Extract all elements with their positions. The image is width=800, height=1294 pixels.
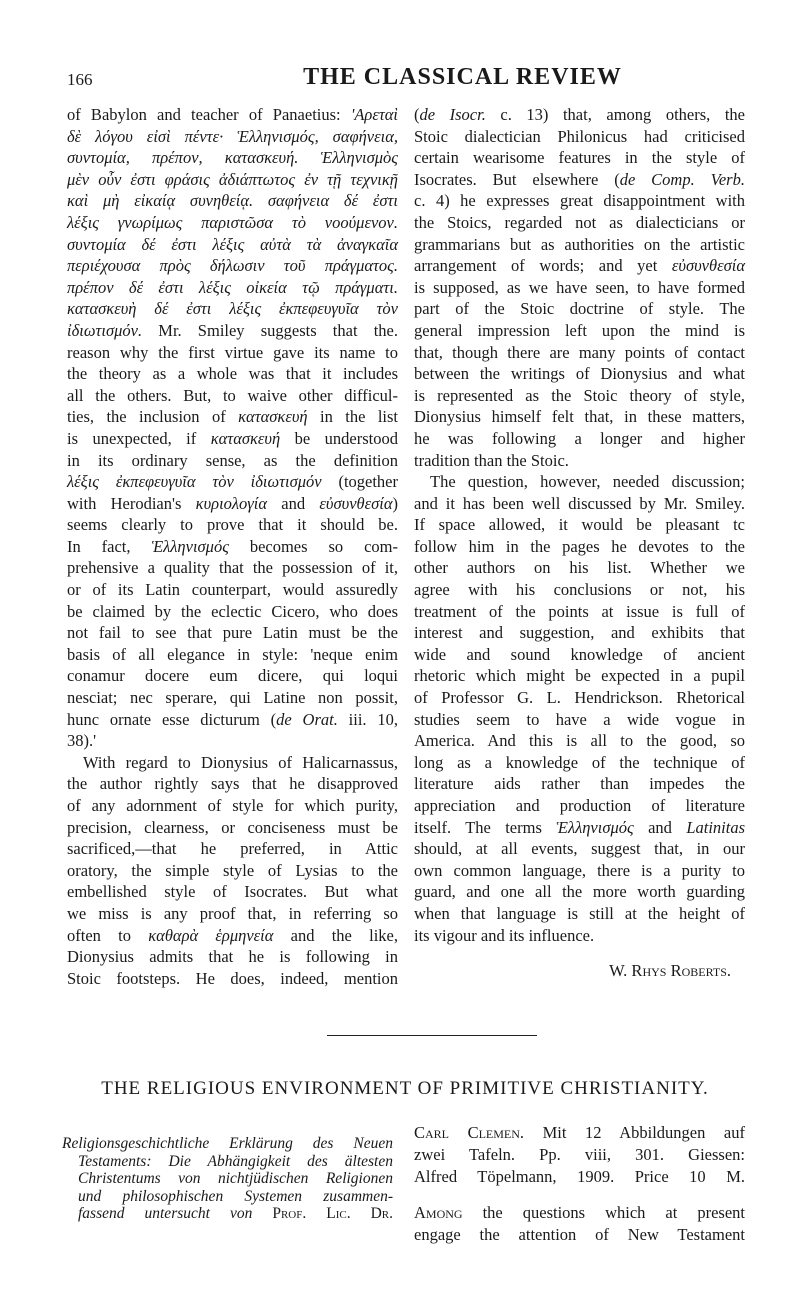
text-segment: Isocrates. But elsewhere ( xyxy=(414,169,620,189)
italic-text: λέξις ἐκπεφευγυῖα τὸν ἰδιωτισμόν xyxy=(67,472,322,492)
italic-text: καθαρὰ ἑρμηνεία xyxy=(148,925,274,945)
text-line xyxy=(67,536,398,558)
text-line xyxy=(67,147,398,169)
text-segment: literature aids rather than impedes the xyxy=(414,774,745,794)
text-segment: Stoic dialectician Philonicus had criticised xyxy=(414,126,745,146)
text-segment: and xyxy=(267,493,320,513)
text-segment: treatment of the points at issue is full of xyxy=(414,601,745,621)
text-line xyxy=(414,773,745,795)
text-segment: other authors on his list. Whether we xyxy=(414,558,745,578)
text-line xyxy=(67,320,398,342)
page-number: 166 xyxy=(67,70,93,89)
text-line xyxy=(67,298,398,320)
text-line xyxy=(414,493,745,515)
text-segment: all the others. But, to waive other difficul- xyxy=(67,385,398,405)
text-segment: nesciat; nec sperare, qui Latine non possit, xyxy=(67,688,398,708)
text-segment: is supposed, as we have seen, to have formed xyxy=(414,277,745,297)
italic-text: Ἑλληνισμός xyxy=(151,536,229,556)
text-line xyxy=(414,1122,745,1144)
text-segment: the theory as a whole was that it includes xyxy=(67,364,398,384)
text-line xyxy=(67,925,398,947)
text-segment: he was following a longer and higher xyxy=(414,428,745,448)
italic-text: κατασκευή xyxy=(210,428,281,448)
text-line xyxy=(414,277,745,299)
text-segment: ( xyxy=(414,105,420,124)
text-line xyxy=(67,277,398,299)
text-line xyxy=(67,169,398,191)
text-segment: ties, the inclusion of xyxy=(67,407,239,427)
italic-text: κατασκευὴ δέ ἐστι λέξις ἐκπεφευγυῖα τὸν xyxy=(67,299,398,319)
running-title: THE CLASSICAL REVIEW xyxy=(303,64,622,90)
text-line xyxy=(414,298,745,320)
italic-text: 'Αρεταὶ xyxy=(350,105,398,124)
text-line xyxy=(67,104,398,126)
text-segment: is represented as the Stoic theory of style, xyxy=(414,385,745,405)
text-line xyxy=(414,622,745,644)
text-segment: own common language, there is a purity to xyxy=(414,860,745,880)
text-line xyxy=(67,212,398,234)
text-segment: or of its Latin counterpart, would assuredly xyxy=(67,580,398,600)
text-line xyxy=(414,234,745,256)
italic-text: de Isocr. xyxy=(419,105,486,124)
text-line xyxy=(414,255,745,277)
text-line xyxy=(67,428,398,450)
text-line xyxy=(414,428,745,450)
text-line xyxy=(62,1135,393,1153)
text-segment: should, at all events, suggest that, in our xyxy=(414,839,745,859)
text-line xyxy=(67,406,398,428)
text-segment: precision, clearness, or conciseness must be xyxy=(67,817,398,837)
text-segment: of Babylon and teacher of Panaetius: xyxy=(67,105,351,124)
italic-text: Ἑλληνισμός xyxy=(556,817,634,837)
italic-text: de Comp. Verb. xyxy=(619,169,745,189)
text-line xyxy=(62,1188,393,1206)
small-caps-text: Among xyxy=(414,1203,463,1222)
text-segment: the questions which at present xyxy=(462,1203,745,1222)
text-line xyxy=(414,1144,745,1166)
text-segment: of any adornment of style for which purity, xyxy=(67,796,398,815)
text-line xyxy=(67,817,398,839)
text-line xyxy=(67,752,398,774)
text-segment: iii. 10, xyxy=(337,709,398,729)
text-segment: Mit 12 Abbildungen auf xyxy=(524,1123,746,1142)
text-line xyxy=(67,234,398,256)
text-line xyxy=(67,385,398,407)
small-caps-text: Carl Clemen. xyxy=(414,1123,525,1142)
italic-text: Religionsgeschichtliche Erklärung des Neuen xyxy=(62,1135,393,1152)
text-segment: when that language is still at the height of xyxy=(414,903,745,923)
text-line xyxy=(67,644,398,666)
italic-text: κατασκευή xyxy=(238,407,308,427)
text-line xyxy=(414,363,745,385)
text-line xyxy=(414,817,745,839)
text-line xyxy=(67,946,398,968)
text-line xyxy=(414,579,745,601)
text-line xyxy=(67,795,398,817)
text-line xyxy=(414,320,745,342)
text-segment: basis of all elegance in style: 'neque enim xyxy=(67,644,398,664)
text-segment: and xyxy=(633,817,687,837)
text-segment: part of the Stoic doctrine of style. The xyxy=(414,299,745,319)
section-heading: THE RELIGIOUS ENVIRONMENT OF PRIMITIVE CHRISTIANITY. xyxy=(101,1078,709,1099)
italic-text: de Orat. xyxy=(276,709,338,729)
text-segment: Dionysius admits that he is following in xyxy=(67,947,398,967)
text-segment: and it has been well discussed by Mr. Smiley. xyxy=(414,493,745,513)
text-segment: follow him in the pages he devotes to the xyxy=(414,536,745,556)
text-segment: oratory, the simple style of Lysias to the xyxy=(67,860,398,880)
text-line xyxy=(62,1153,393,1171)
text-line xyxy=(414,1202,745,1224)
text-line xyxy=(414,665,745,687)
text-line xyxy=(414,126,745,148)
text-segment: that, though there are many points of contact xyxy=(414,342,745,362)
italic-text: συντομία δέ ἐστι λέξις αὐτὰ τὰ ἀναγκαῖα xyxy=(67,234,398,254)
text-segment: be claimed by the eclectic Cicero, who does xyxy=(67,601,398,621)
text-segment: in its ordinary sense, as the definition xyxy=(67,450,398,470)
text-segment: becomes so com- xyxy=(228,536,398,556)
text-segment: Mr. Smiley suggests that the. xyxy=(142,320,398,340)
text-segment: With regard to Dionysius of Halicarnassus, xyxy=(83,752,398,772)
text-segment: we miss is any proof that, in referring so xyxy=(67,903,398,923)
italic-text: und philosophischen Systemen zusammen- xyxy=(78,1187,393,1205)
text-line xyxy=(414,557,745,579)
text-segment: is unexpected, if xyxy=(67,428,211,448)
text-line xyxy=(414,471,745,493)
text-line xyxy=(414,903,745,925)
text-segment: the Stoics, regarded not as dialecticians or xyxy=(414,212,745,232)
text-line xyxy=(414,342,745,364)
text-line xyxy=(67,622,398,644)
text-line xyxy=(414,190,745,212)
text-segment: appreciation and production of literature xyxy=(414,796,745,815)
text-line xyxy=(67,687,398,709)
italic-text: μὲν οὖν ἐστι φράσις ἀδιάπτωτος ἐν τῇ τεχνικῇ xyxy=(67,169,398,189)
text-segment: The question, however, needed discussion; xyxy=(430,472,745,492)
text-line xyxy=(67,493,398,515)
text-segment: conamur docere eum dicere, qui loqui xyxy=(67,666,398,686)
text-segment: not fail to see that pure Latin must be the xyxy=(67,623,398,643)
text-segment: Alfred Töpelmann, 1909. Price 10 M. xyxy=(414,1167,745,1186)
italic-text: πρέπον δέ ἐστι λέξις οἰκεία τῷ πράγματι. xyxy=(67,277,398,297)
text-line xyxy=(414,385,745,407)
italic-text: fassend untersucht von xyxy=(78,1205,253,1223)
text-line xyxy=(414,212,745,234)
italic-text: Latinitas xyxy=(686,817,745,837)
text-line xyxy=(67,730,398,752)
text-segment: itself. The terms xyxy=(414,817,557,837)
text-line xyxy=(414,752,745,774)
text-segment: often to xyxy=(67,925,149,945)
text-line xyxy=(67,968,398,990)
italic-text: Testaments: Die Abhängigkeit des ältesten xyxy=(78,1152,393,1170)
text-line xyxy=(67,363,398,385)
right-column xyxy=(414,104,745,946)
text-segment: guard, and one all the more worth guarding xyxy=(414,882,745,902)
italic-text: περιέχουσα πρὸς δήλωσιν τοῦ πράγματος. xyxy=(67,256,398,276)
text-line xyxy=(414,514,745,536)
text-segment: wide and sound knowledge of ancient xyxy=(414,644,745,664)
italic-text: εὐσυνθεσία xyxy=(319,493,393,513)
italic-text: κυριολογία xyxy=(195,493,268,513)
text-segment: in the list xyxy=(307,407,398,427)
text-line xyxy=(414,601,745,623)
text-line xyxy=(414,644,745,666)
text-line xyxy=(414,730,745,752)
text-segment: embellished style of Isocrates. But what xyxy=(67,882,398,902)
text-line xyxy=(414,709,745,731)
text-segment: of Professor G. L. Hendrickson. Rhetorical xyxy=(414,688,745,708)
book-details-block xyxy=(414,1122,745,1246)
section-divider xyxy=(327,1035,537,1036)
text-line xyxy=(67,838,398,860)
text-line xyxy=(414,104,745,126)
text-segment: rhetoric which might be expected in a pupil xyxy=(414,666,745,686)
text-line xyxy=(67,903,398,925)
text-line xyxy=(67,450,398,472)
italic-text: λέξις γνωρίμως παριστῶσα τὸ νοούμενον. xyxy=(67,212,398,232)
italic-text: καὶ μὴ εἰκαίᾳ συνηθείᾳ. σαφήνεια δέ ἐστι xyxy=(67,191,398,211)
text-line xyxy=(67,881,398,903)
text-line xyxy=(414,1166,745,1188)
text-line xyxy=(67,471,398,493)
italic-text: συντομία, πρέπον, κατασκευή. Ἑλληνισμὸς xyxy=(67,148,398,168)
text-line xyxy=(414,536,745,558)
text-segment: sacrificed,—that he preferred, in Attic xyxy=(67,839,398,859)
text-segment: be understood xyxy=(280,428,398,448)
text-segment: its vigour and its influence. xyxy=(414,925,595,945)
text-segment: and the like, xyxy=(273,925,398,945)
text-line xyxy=(67,514,398,536)
text-segment: Dionysius himself felt that, in these matters, xyxy=(414,407,745,427)
text-line xyxy=(67,126,398,148)
text-segment: ) xyxy=(392,493,399,513)
text-line xyxy=(414,450,745,472)
text-segment: certain wearisome features in the style of xyxy=(414,148,745,168)
text-line xyxy=(62,1205,393,1223)
text-segment: c. 4) he expresses great disappointment with xyxy=(414,191,745,211)
left-column xyxy=(67,104,398,989)
italic-text: εὐσυνθεσία xyxy=(671,256,745,276)
text-line xyxy=(62,1170,393,1188)
text-segment: reason why the first virtue gave its name to xyxy=(67,342,398,362)
text-line xyxy=(67,665,398,687)
text-segment: prehensive a quality that the possession of it, xyxy=(67,558,398,578)
text-segment: Stoic footsteps. He does, indeed, mention xyxy=(67,968,398,988)
italic-text: ἰδιωτισμόν. xyxy=(67,320,143,340)
text-segment: (together xyxy=(321,472,398,492)
text-segment: hunc ornate esse dicturum ( xyxy=(67,709,277,729)
text-line xyxy=(414,881,745,903)
text-line xyxy=(414,406,745,428)
text-segment: agree with his conclusions or not, his xyxy=(414,580,745,600)
text-segment: with Herodian's xyxy=(67,493,196,513)
text-segment: between the writings of Dionysius and what xyxy=(414,364,745,384)
text-line xyxy=(67,342,398,364)
text-segment: c. 13) that, among others, the xyxy=(485,105,746,124)
text-line xyxy=(67,255,398,277)
text-segment: interest and suggestion, and exhibits that xyxy=(414,623,745,643)
text-segment: 38).' xyxy=(67,731,97,751)
text-segment: tradition than the Stoic. xyxy=(414,450,569,470)
text-segment: studies seem to have a wide vogue in xyxy=(414,709,745,729)
text-line xyxy=(67,773,398,795)
text-line xyxy=(414,169,745,191)
text-segment: general impression left upon the mind is xyxy=(414,320,745,340)
text-segment: If space allowed, it would be pleasant tc xyxy=(414,515,745,535)
text-segment: seems clearly to prove that it should be. xyxy=(67,515,398,535)
text-segment: engage the attention of New Testament xyxy=(414,1225,745,1244)
text-line xyxy=(67,709,398,731)
text-segment: America. And this is all to the good, so xyxy=(414,731,745,751)
text-line xyxy=(67,557,398,579)
italic-text: Christentums von nichtjüdischen Religionen xyxy=(78,1170,393,1188)
book-title-block xyxy=(62,1135,393,1223)
text-line xyxy=(67,860,398,882)
text-line xyxy=(414,687,745,709)
text-line xyxy=(414,795,745,817)
text-segment: arrangement of words; and yet xyxy=(414,256,672,276)
text-line xyxy=(414,147,745,169)
italic-text: δὲ λόγου εἰσὶ πέντε· Ἑλληνισμός, σαφήνεια, xyxy=(67,126,398,146)
text-segment: In fact, xyxy=(67,536,152,556)
text-line xyxy=(414,860,745,882)
text-segment: the author rightly says that he disapproved xyxy=(67,774,398,794)
small-caps-text: Prof. Lic. Dr. xyxy=(252,1205,393,1223)
text-line xyxy=(414,838,745,860)
text-line xyxy=(414,1224,745,1246)
text-line xyxy=(67,190,398,212)
author-signature: W. Rhys Roberts. xyxy=(609,961,731,980)
text-line xyxy=(67,601,398,623)
text-line xyxy=(67,579,398,601)
text-segment: zwei Tafeln. Pp. viii, 301. Giessen: xyxy=(414,1145,745,1164)
text-segment: long as a knowledge of the technique of xyxy=(414,752,745,772)
text-line xyxy=(414,925,745,947)
text-segment: grammarians but as authorities on the artistic xyxy=(414,234,745,254)
